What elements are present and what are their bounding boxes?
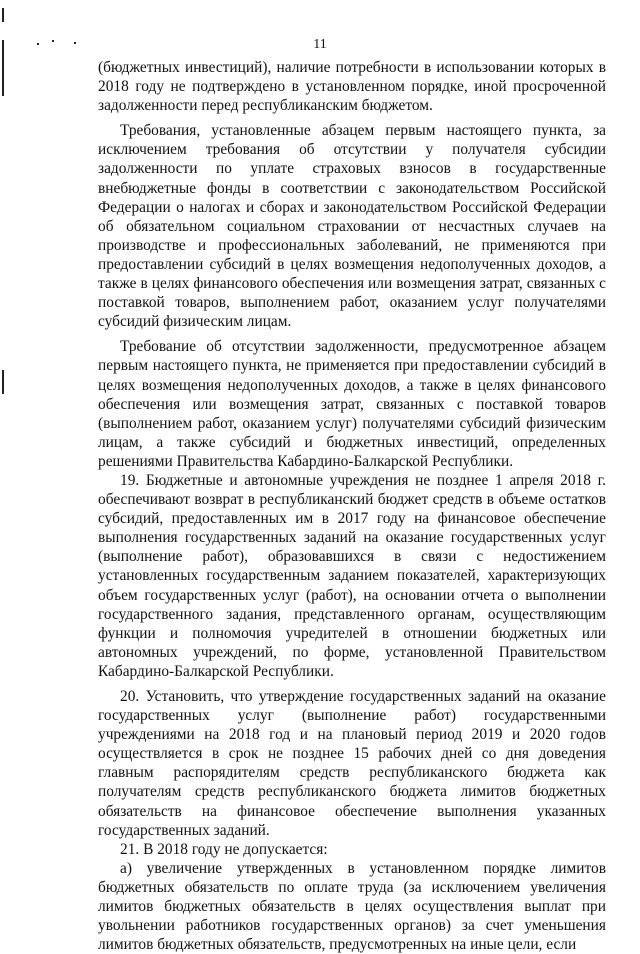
document-body — [98, 58, 606, 954]
paragraph-item-21: 21. В 2018 году не допускается: — [120, 840, 328, 858]
paragraph-requirements-exception: Требования, установленные абзацем первым настоящего пункта, за исключением требования об отсутствии у получателя субсидии задолженности по уплате страховых взносов в государственные внебюджетные фонды в соответствии с законодательством Российской Федерации о налогах и сборах и законодательством Российской Федерации об обязательном социальном страховании от несчастных случаев на производстве и профессиональных заболеваний, не применяются при предоставлении субсидий в целях возмещения недополученных доходов, а также в целях финансового обеспечения или возмещения затрат, связанных с поставкой товаров, выполнением работ, оказанием услуг получателями субсидий физическим лицам. — [98, 122, 606, 331]
paragraph-item-19: 19. Бюджетные и автономные учреждения не позднее 1 апреля 2018 г. обеспечивают возврат в республиканский бюджет средств в объеме остатков субсидий, предоставленных им в 2017 году на финансовое обеспечение выполнения государственных заданий на оказание государственных услуг (выполнение работ), образовавшихся в связи с недостижением установленных государственным заданием показателей, характеризующих объем государственных услуг (работ), на основании отчета о выполнении государственного задания, представленного органам, осуществляющим функции и полномочия учредителей в отношении бюджетных или автономных учреждений, по форме, установленной Правительством Кабардино-Балкарской Республики. — [98, 471, 606, 680]
page-number: 11 — [313, 37, 327, 52]
paragraph-item-20: 20. Установить, что утверждение государственных заданий на оказание государственных услуг (выполнение работ) государственными учреждениями на 2018 год и на плановый период 2019 и 2020 годов осуществляется в срок не позднее 15 рабочих дней со дня доведения главным распорядителям средств республиканского бюджета как получателям средств республиканского бюджета лимитов бюджетных обязательств на финансовое обеспечение выполнения указанных государственных заданий. — [98, 688, 606, 839]
paragraph-requirement-no-debt: Требование об отсутствии задолженности, предусмотренное абзацем первым настоящего пункта, не применяется при предоставлении субсидий в целях возмещения недополученных доходов, а также в целях финансового обеспечения или возмещения затрат, связанных с поставкой товаров (выполнением работ, оказанием услуг) получателями субсидий физическим лицам, а также субсидий и бюджетных инвестиций, определенных решениями Правительства Кабардино-Балкарской Республики. — [98, 338, 606, 470]
paragraph-item-21a: а) увеличение утвержденных в установленном порядке лимитов бюджетных обязательств по оплате труда (за исключением увеличения лимитов бюджетных обязательств в целях осуществления выплат при увольнении работников государственных органов) за счет уменьшения лимитов бюджетных обязательств, предусмотренных на иные цели, если — [98, 859, 606, 954]
left-margin-mark-middle — [2, 370, 4, 394]
paragraph-continuation: (бюджетных инвестиций), наличие потребности в использовании которых в 2018 году не подтверждено в установленном порядке, иной просроченной задолженности перед республиканским бюджетом. — [98, 59, 606, 115]
left-margin-mark-top — [2, 8, 4, 22]
